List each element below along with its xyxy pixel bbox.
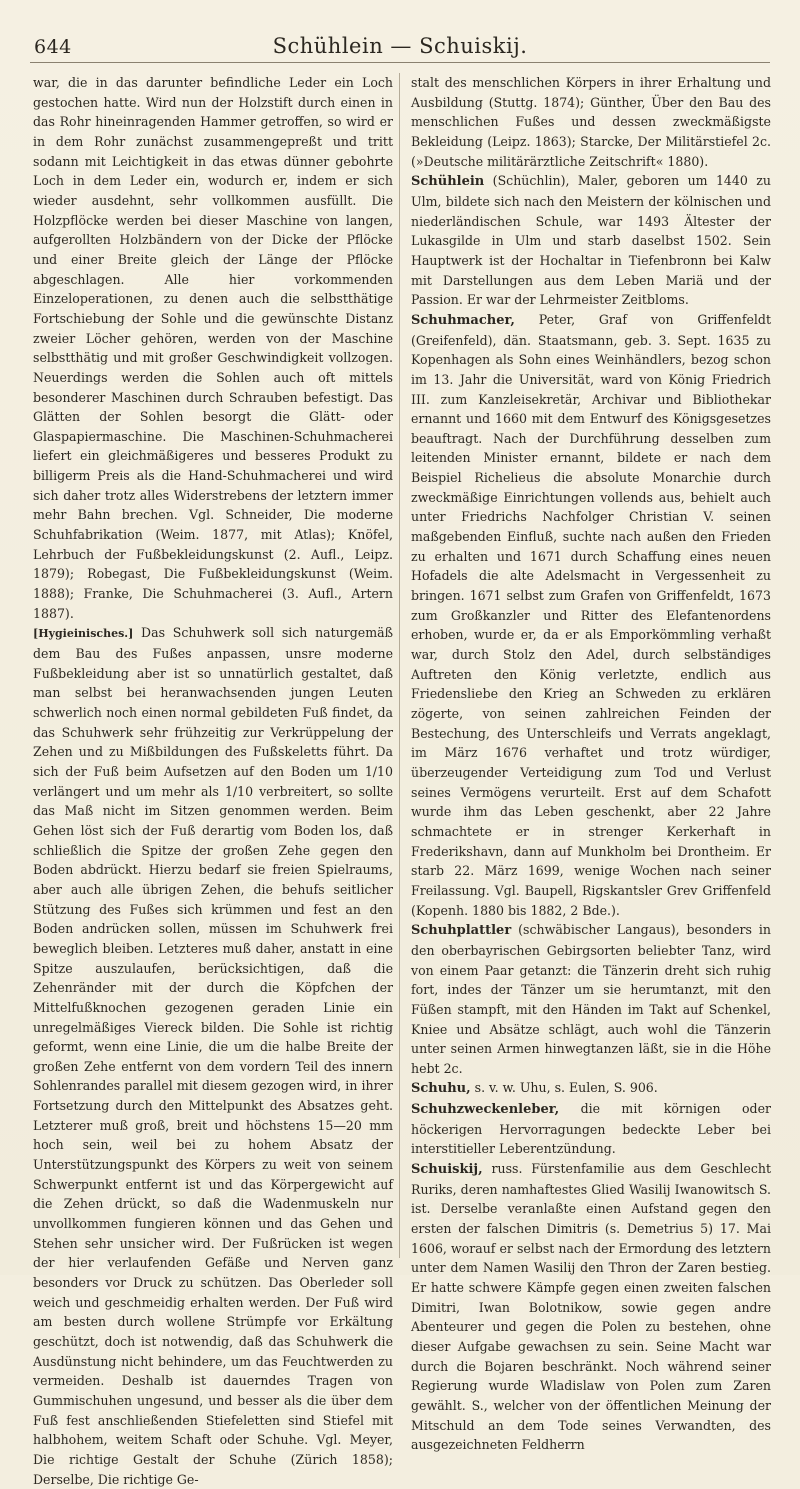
paragraph-continuation: stalt des menschlichen Körpers in ihrer Erhaltung und Ausbildung (Stuttg. 1874); Günther, Über den Bau des menschlichen Fußes und dessen zweckmäßigste Bekleidung (Leipz. 1863); Starcke, Der Militärstiefel 2c. (»Deutsche militärärztliche Zeitschrift« 1880). — [411, 75, 771, 169]
entry-schuhzweckenleber — [411, 1099, 771, 1159]
entry-text: (schwäbischer Langaus), besonders in den oberbayrischen Gebirgsorten beliebter Tanz, wird von einem Paar getanzt: die Tänzerin dreht sich ruhig fort, indes der Tänzer um sie herumtanzt, mit den Füßen stampft, mit den Händen im Takt auf Schenkel, Kniee und Absätze schlägt, auch wohl die Tänzerin unter seinen Armen hinwegtanzen läßt, sie in die Höhe hebt 2c. — [411, 922, 771, 1076]
right-column — [411, 73, 771, 1453]
page-header — [30, 30, 770, 60]
entry-schuhmacher — [411, 310, 771, 920]
column-divider — [399, 73, 400, 1258]
left-column — [33, 73, 393, 1487]
running-head: Schühlein — Schuiskij. — [272, 34, 528, 58]
entry-text: Peter, Graf von Griffenfeldt (Greifenfeld), dän. Staatsmann, geb. 3. Sept. 1635 zu Kopenhagen als Sohn eines Weinhändlers, bezog schon im 13. Jahr die Universität, ward von König Friedrich III. zum Kanzleisekretär, Archivar und Bibliothekar ernannt und 1660 mit dem Entwurf des Königsgesetzes beauftragt. Nach der Durchführung desselben zum leitenden Minister ernannt, bildete er nach dem Beispiel Richelieus die absolute Monarchie durch zweckmäßige Einrichtungen vollends aus, behielt auch unter Friedrichs Nachfolger Christian V. seinen maßgebenden Einfluß, suchte nach außen den Frieden zu erhalten und 1671 durch Schaffung eines neuen Hofadels die alte Adelsmacht in Vergessenheit zu bringen. 1671 selbst zum Grafen von Griffenfeldt, 1673 zum Großkanzler und Ritter des Elefantenordens erhoben, wurde er, da er als Emporkömmling verhaßt war, durch Stolz den Adel, durch selbständiges Auftreten den König verletzte, endlich aus Friedensliebe den Krieg an Schweden zu erklären zögerte, von seinen zahlreichen Feinden der Bestechung, des Unterschleifs und Verrats angeklagt, im März 1676 verhaftet und trotz würdiger, überzeugender Verteidigung zum Tod und Verlust seines Vermögens verurteilt. Erst auf dem Schafott wurde ihm das Leben geschenkt, aber 22 Jahre schmachtete er in strenger Kerkerhaft in Frederikshavn, dann auf Munkholm bei Drontheim. Er starb 22. März 1699, wenige Wochen nach seiner Freilassung. Vgl. Baupell, Rigskantsler Grev Griffenfeld (Kopenh. 1880 bis 1882, 2 Bde.). — [411, 311, 771, 918]
entry-headword: Schuhu, — [411, 1081, 471, 1097]
entry-schuiskij — [411, 1159, 771, 1455]
entry-text: die mit körnigen oder höckerigen Hervorragungen bedeckte Leber bei interstitieller Leberentzündung. — [411, 1101, 771, 1157]
paragraph-machine-shoemaking: war, die in das darunter befindliche Leder ein Loch gestochen hatte. Wird nun der Holzstift durch einen in das Rohr hineinragenden Hammer getroffen, so wird er in dem Rohr zunächst zusammengepreßt und tritt sodann mit Leichtigkeit in das etwas dünner gebohrte Loch in dem Leder ein, wodurch er, indem er sich wieder ausdehnt, sehr vollkommen ausfüllt. Die Holzpflöcke werden bei dieser Maschine von langen, aufgerollten Holzbändern von der Dicke der Pflöcke und einer Breite gleich der Länge der Pflöcke abgeschlagen. Alle hier vorkommenden Einzeloperationen, zu denen auch die selbstthätige Fortschiebung der Sohle und die gewünschte Distanz zweier Löcher gehören, werden von der Maschine selbstthätig und mit großer Geschwindigkeit vollzogen. Neuerdings werden die Sohlen auch oft mittels besonderer Maschinen durch Schrauben befestigt. Das Glätten der Sohlen besorgt die Glätt- oder Glaspapiermaschine. Die Maschinen-Schuhmacherei liefert ein gleichmäßigeres und besseres Produkt zu billigerm Preis als die Hand-Schuhmacherei und wird sich daher trotz alles Widerstrebens der letztern immer mehr Bahn brechen. Vgl. Schneider, Die moderne Schuhfabrikation (Weim. 1877, mit Atlas); Knöfel, Lehrbuch der Fußbekleidungskunst (2. Aufl., Leipz. 1879); Robegast, Die Fußbekleidungskunst (Weim. 1888); Franke, Die Schuhmacherei (3. Aufl., Artern 1887). — [33, 75, 393, 621]
paragraph-hygiene — [33, 623, 393, 1489]
entry-text: russ. Fürstenfamilie aus dem Geschlecht Ruriks, deren namhaftestes Glied Wasilij Iwanowitsch S. ist. Derselbe veranlaßte einen Aufstand gegen den ersten der falschen Dimitris (s. Demetrius 5) 17. Mai 1606, worauf er selbst nach der Ermordung des letztern unter dem Namen Wasilij den Thron der Zaren bestieg. Er hatte schwere Kämpfe gegen einen zweiten falschen Dimitri, Iwan Bolotnikow, sowie gegen andre Abenteurer und gegen die Polen zu bestehen, ohne dieser Aufgabe gewachsen zu sein. Seine Macht war durch die Bojaren beschränkt. Noch während seiner Regierung wurde Wladislaw von Polen zum Zaren gewählt. S., welcher von der öffentlichen Meinung der Mitschuld an dem Tode seines Verwandten, des ausgezeichneten Feldherrn — [411, 1161, 771, 1453]
entry-headword: Schuhmacher, — [411, 312, 515, 328]
header-rule — [30, 62, 770, 63]
page-number: 644 — [34, 36, 72, 58]
entry-schuhplattler — [411, 920, 771, 1078]
entry-headword: Schuhplattler — [411, 923, 512, 939]
entry-schuehlein — [411, 171, 771, 310]
entry-headword: Schühlein — [411, 174, 485, 190]
entry-text: (Schüchlin), Maler, geboren um 1440 zu Ulm, bildete sich nach den Meistern der kölnischen und niederländischen Schule, war 1493 Ältester der Lukasgilde in Ulm und starb daselbst 1502. Sein Hauptwerk ist der Hochaltar in Tiefenbronn bei Kalw mit Darstellungen aus dem Leben Mariä und der Passion. Er war der Lehrmeister Zeitbloms. — [411, 173, 771, 308]
section-label-hygiene: [Hygieinisches.] — [33, 627, 134, 641]
entry-headword: Schuiskij, — [411, 1162, 483, 1178]
entry-schuhu — [411, 1078, 771, 1099]
entry-text: s. v. w. Uhu, s. Eulen, S. 906. — [474, 1080, 658, 1096]
entry-headword: Schuhzweckenleber, — [411, 1102, 560, 1118]
paragraph-hygiene-text: Das Schuhwerk soll sich naturgemäß dem Bau des Fußes anpassen, unsre moderne Fußbekleidung aber ist so unnatürlich gestaltet, daß man selbst bei heranwachsenden jungen Leuten schwerlich noch einen normal gebildeten Fuß findet, da das Schuhwerk sehr frühzeitig zur Verkrüppelung der Zehen und zu Mißbildungen des Fußskeletts führt. Da sich der Fuß beim Aufsetzen auf den Boden um 1/10 verlängert und um mehr als 1/10 verbreitert, so sollte das Maß nicht im Sitzen genommen werden. Beim Gehen löst sich der Fuß derartig vom Boden los, daß schließlich die Spitze der großen Zehe gegen den Boden abdrückt. Hierzu bedarf sie freien Spielraums, aber auch alle übrigen Zehen, die behufs seitlicher Stützung des Fußes sich krümmen und fest an den Boden andrücken sollen, müssen im Schuhwerk frei beweglich bleiben. Letzteres muß daher, anstatt in eine Spitze auszulaufen, berücksichtigen, daß die Zehenränder mit der durch die Köpfchen der Mittelfußknochen gezogenen geraden Linie ein unregelmäßiges Viereck bilden. Die Sohle ist richtig geformt, wenn eine Linie, die um die halbe Breite der großen Zehe entfernt von dem vordern Teil des innern Sohlenrandes parallel mit diesem gezogen wird, in ihrer Fortsetzung durch den Mittelpunkt des Absatzes geht. Letzterer muß groß, breit und höchstens 15—20 mm hoch sein, weil bei zu hohem Absatz der Unterstützungspunkt des Körpers zu weit von seinem Schwerpunkt entfernt ist und das Körpergewicht auf die Zehen drückt, so daß die Wadenmuskeln nur unvollkommen fungieren können und das Gehen und Stehen sehr unsicher wird. Der Fußrücken ist wegen der hier verlaufenden Gefäße und Nerven ganz besonders vor Druck zu schützen. Das Oberleder soll weich und geschmeidig erhalten werden. Der Fuß wird am besten durch wollene Strümpfe vor Erkältung geschützt, doch ist notwendig, daß das Schuhwerk die Ausdünstung nicht behindere, um das Feuchtwerden zu vermeiden. Deshalb ist dauerndes Tragen von Gummischuhen ungesund, und besser als die über dem Fuß fest anschließenden Stiefeletten sind Stiefel mit halbhohem, weitem Schaft oder Schuhe. Vgl. Meyer, Die richtige Gestalt der Schuhe (Zürich 1858); Derselbe, Die richtige Ge- — [33, 625, 393, 1487]
